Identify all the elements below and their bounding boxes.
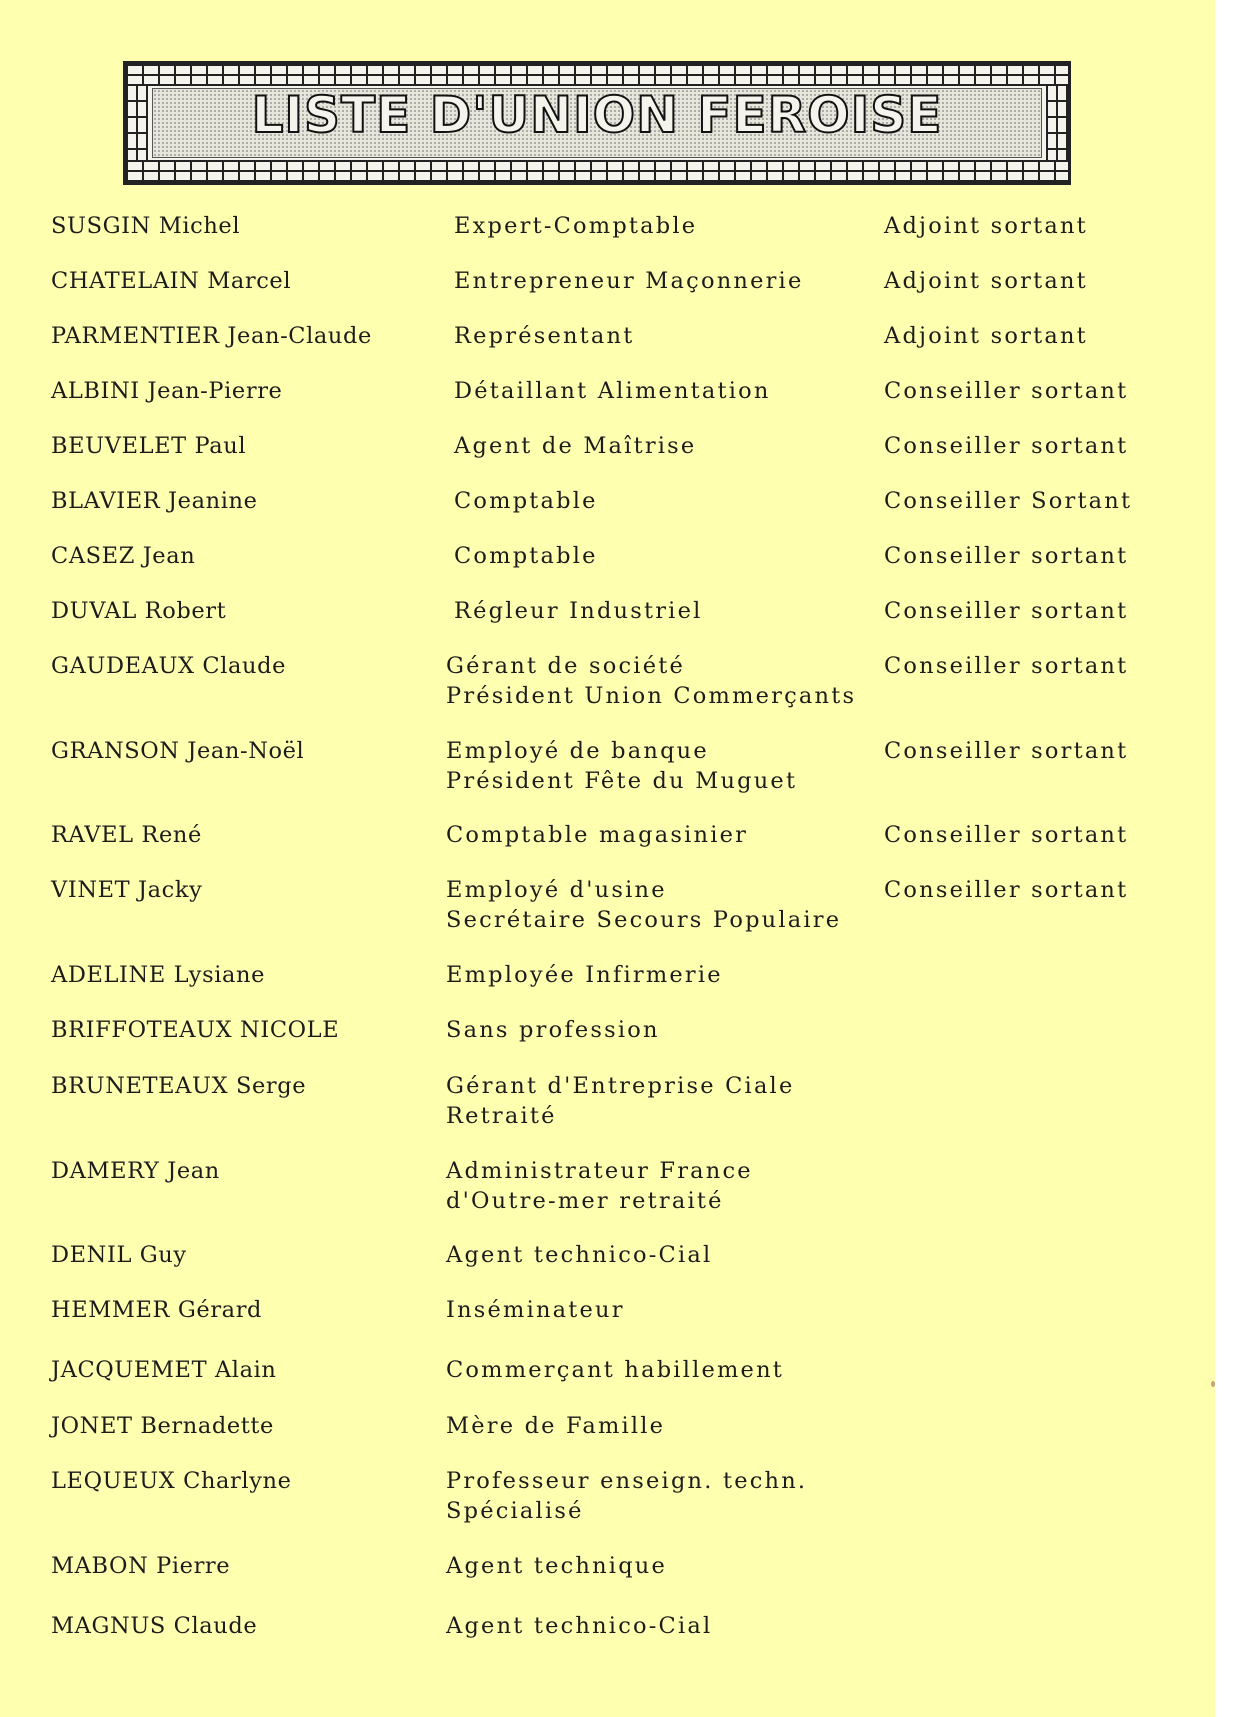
member-occupation: Employé d'usine Secrétaire Secours Populaire: [446, 877, 842, 933]
member-occupation: Inséminateur: [446, 1297, 625, 1323]
member-name: CHATELAIN Marcel: [51, 268, 292, 294]
member-occupation: Professeur enseign. techn. Spécialisé: [446, 1468, 808, 1524]
member-name: ADELINE Lysiane: [51, 962, 266, 988]
member-occupation: Agent technico-Cial: [446, 1613, 713, 1639]
member-occupation: Employée Infirmerie: [446, 962, 723, 988]
member-name: GAUDEAUX Claude: [51, 653, 287, 679]
member-occupation: Gérant d'Entreprise Ciale Retraité: [446, 1073, 795, 1129]
member-occupation: Entrepreneur Maçonnerie: [454, 268, 804, 294]
member-occupation: Commerçant habillement: [446, 1357, 784, 1383]
member-name: JACQUEMET Alain: [51, 1357, 277, 1383]
member-role: Adjoint sortant: [884, 213, 1088, 239]
member-occupation: Mère de Famille: [446, 1413, 666, 1439]
member-name: BLAVIER Jeanine: [51, 488, 258, 514]
member-role: Conseiller sortant: [884, 653, 1129, 679]
member-occupation: Comptable: [454, 488, 598, 514]
member-role: Conseiller Sortant: [884, 488, 1133, 514]
member-name: MABON Pierre: [51, 1553, 231, 1579]
member-name: BRIFFOTEAUX NICOLE: [51, 1017, 340, 1043]
member-name: ALBINI Jean-Pierre: [51, 378, 283, 404]
member-occupation: Agent technico-Cial: [446, 1242, 713, 1268]
member-name: VINET Jacky: [51, 877, 203, 903]
member-role: Conseiller sortant: [884, 822, 1129, 848]
member-name: GRANSON Jean-Noël: [51, 738, 305, 764]
member-name: CASEZ Jean: [51, 543, 196, 569]
member-occupation: Administrateur France d'Outre-mer retraité: [446, 1158, 753, 1214]
member-role: Conseiller sortant: [884, 877, 1129, 903]
member-name: DUVAL Robert: [51, 598, 227, 624]
member-role: Conseiller sortant: [884, 378, 1129, 404]
member-role: Adjoint sortant: [884, 323, 1088, 349]
member-role: Adjoint sortant: [884, 268, 1088, 294]
member-name: MAGNUS Claude: [51, 1613, 258, 1639]
scan-margin: [1215, 0, 1240, 1717]
member-role: Conseiller sortant: [884, 433, 1129, 459]
member-occupation: Régleur Industriel: [454, 598, 703, 624]
list-title: LISTE D'UNION FEROISE: [251, 86, 943, 144]
member-role: Conseiller sortant: [884, 738, 1129, 764]
member-name: RAVEL René: [51, 822, 202, 848]
member-name: DAMERY Jean: [51, 1158, 220, 1184]
member-name: LEQUEUX Charlyne: [51, 1468, 292, 1494]
member-name: JONET Bernadette: [51, 1413, 274, 1439]
member-occupation: Agent de Maîtrise: [454, 433, 697, 459]
member-occupation: Comptable magasinier: [446, 822, 749, 848]
member-occupation: Sans profession: [446, 1017, 660, 1043]
member-occupation: Employé de banque Président Fête du Muguet: [446, 738, 798, 794]
member-name: BRUNETEAUX Serge: [51, 1073, 307, 1099]
member-occupation: Comptable: [454, 543, 598, 569]
member-name: HEMMER Gérard: [51, 1297, 263, 1323]
member-name: BEUVELET Paul: [51, 433, 247, 459]
member-occupation: Gérant de société Président Union Commerçants: [446, 653, 857, 709]
member-occupation: Détaillant Alimentation: [454, 378, 771, 404]
member-role: Conseiller sortant: [884, 598, 1129, 624]
member-name: PARMENTIER Jean-Claude: [51, 323, 372, 349]
member-occupation: Agent technique: [446, 1553, 667, 1579]
member-name: DENIL Guy: [51, 1242, 187, 1268]
member-name: SUSGIN Michel: [51, 213, 241, 239]
member-occupation: Expert-Comptable: [454, 213, 698, 239]
member-occupation: Représentant: [454, 323, 635, 349]
member-role: Conseiller sortant: [884, 543, 1129, 569]
